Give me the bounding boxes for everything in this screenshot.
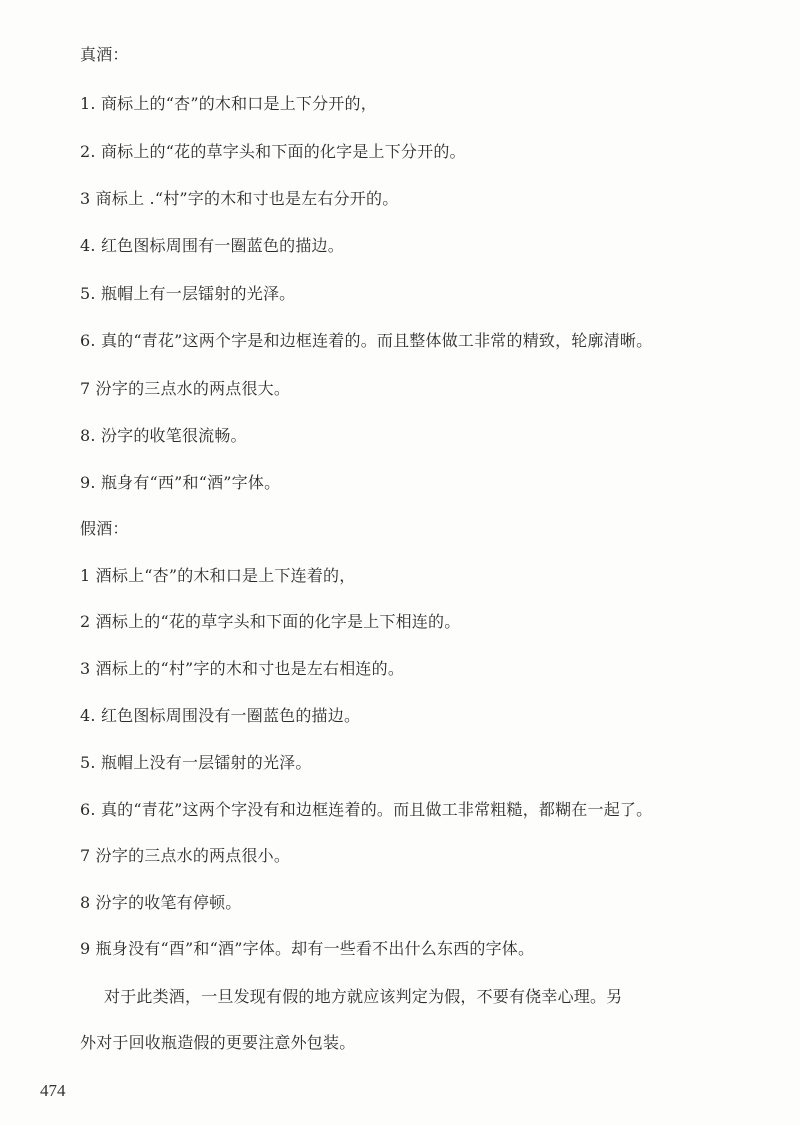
conclusion-line-2: 外对于回收瓶造假的更要注意外包装。 bbox=[80, 1033, 356, 1052]
genuine-item-1: 1. 商标上的“杏”的木和口是上下分开的， bbox=[80, 94, 377, 113]
genuine-item-3: 3 商标上 .“村”字的木和寸也是左右分开的。 bbox=[80, 189, 399, 208]
genuine-item-2: 2. 商标上的“花的草字头和下面的化字是上下分开的。 bbox=[80, 142, 466, 161]
fake-item-1: 1 酒标上“杏”的木和口是上下连着的， bbox=[80, 566, 356, 585]
fake-item-2: 2 酒标上的“花的草字头和下面的化字是上下相连的。 bbox=[80, 612, 461, 631]
fake-item-3: 3 酒标上的“村”字的木和寸也是左右相连的。 bbox=[80, 659, 405, 678]
fake-item-7: 7 汾字的三点水的两点很小。 bbox=[80, 846, 291, 865]
conclusion-line-1: 对于此类酒，一旦发现有假的地方就应该判定为假，不要有侥幸心理。另 bbox=[104, 987, 623, 1006]
fake-item-8: 8 汾字的收笔有停顿。 bbox=[80, 893, 242, 912]
fake-item-6: 6. 真的“青花”这两个字没有和边框连着的。而且做工非常粗糙，都糊在一起了。 bbox=[80, 800, 653, 819]
fake-heading: 假酒： bbox=[80, 519, 129, 538]
genuine-item-9: 9. 瓶身有“西”和“酒”字体。 bbox=[80, 473, 281, 492]
genuine-item-5: 5. 瓶帽上有一层镭射的光泽。 bbox=[80, 284, 296, 303]
page-number: 474 bbox=[40, 1081, 66, 1100]
fake-item-4: 4. 红色图标周围没有一圈蓝色的描边。 bbox=[80, 706, 361, 725]
genuine-item-6: 6. 真的“青花”这两个字是和边框连着的。而且整体做工非常的精致，轮廓清晰。 bbox=[80, 331, 653, 350]
genuine-item-8: 8. 汾字的收笔很流畅。 bbox=[80, 426, 247, 445]
fake-item-9: 9 瓶身没有“酉”和“酒”字体。却有一些看不出什么东西的字体。 bbox=[80, 939, 535, 958]
fake-item-5: 5. 瓶帽上没有一层镭射的光泽。 bbox=[80, 753, 312, 772]
genuine-item-7: 7 汾字的三点水的两点很大。 bbox=[80, 379, 291, 398]
genuine-heading: 真酒： bbox=[80, 45, 129, 64]
genuine-item-4: 4. 红色图标周围有一圈蓝色的描边。 bbox=[80, 236, 344, 255]
